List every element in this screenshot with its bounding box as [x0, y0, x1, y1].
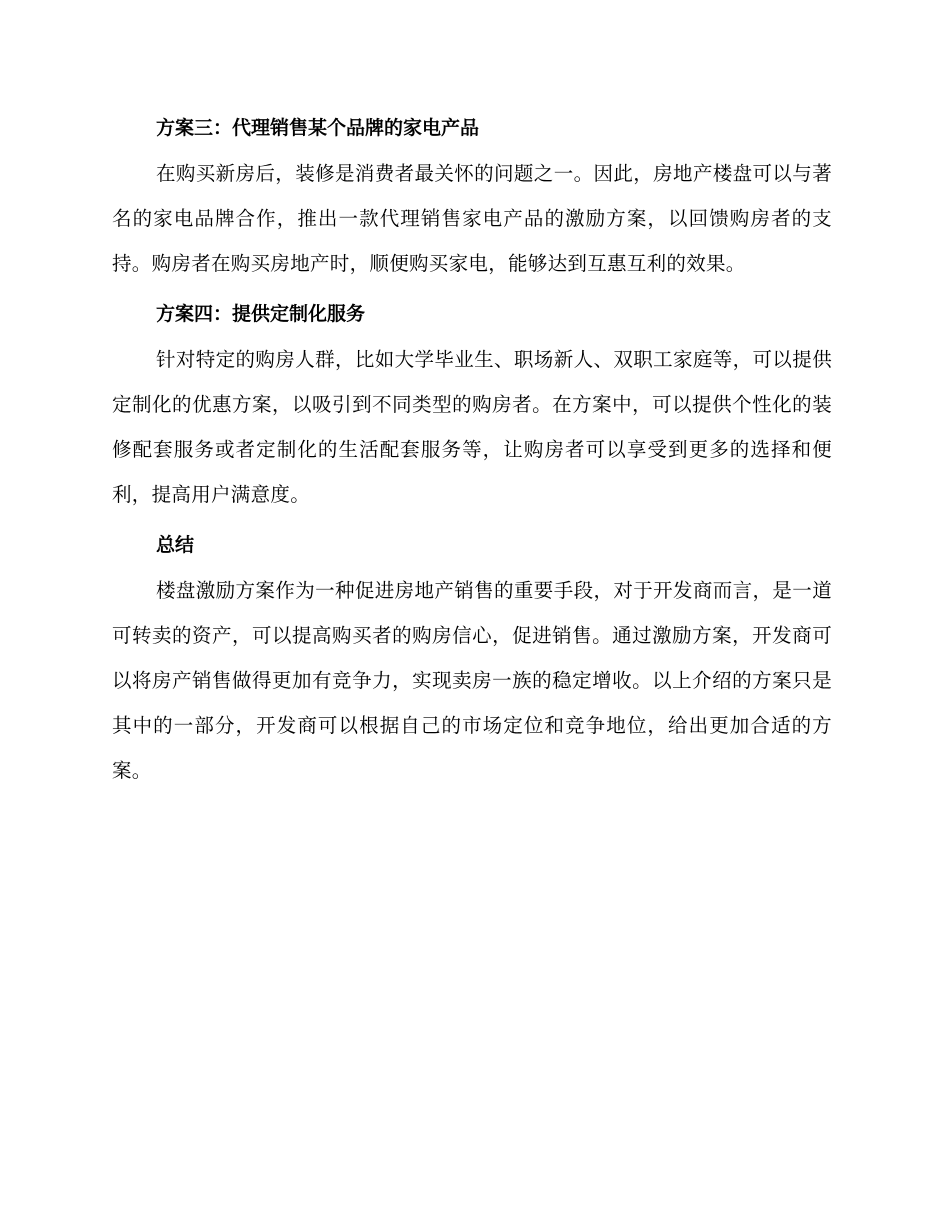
section-heading: 方案三：代理销售某个品牌的家电产品 — [156, 117, 480, 139]
section-heading: 方案四：提供定制化服务 — [156, 303, 366, 325]
document-page — [112, 112, 832, 793]
section-plan-four — [112, 298, 832, 517]
section-heading: 总结 — [156, 534, 195, 556]
section-summary — [112, 529, 832, 793]
section-paragraph: 楼盘激励方案作为一种促进房地产销售的重要手段，对于开发商而言，是一道可转卖的资产，可以提高购买者的购房信心，促进销售。通过激励方案，开发商可以将房产销售做得更加有竞争力，实现卖房一族的稳定增收。以上介绍的方案只是其中的一部分，开发商可以根据自己的市场定位和竞争地位，给出更加合适的方案。 — [112, 579, 832, 782]
section-paragraph: 针对特定的购房人群，比如大学毕业生、职场新人、双职工家庭等，可以提供定制化的优惠方案，以吸引到不同类型的购房者。在方案中，可以提供个性化的装修配套服务或者定制化的生活配套服务等，让购房者可以享受到更多的选择和便利，提高用户满意度。 — [112, 348, 832, 506]
section-plan-three — [112, 112, 832, 286]
section-paragraph: 在购买新房后，装修是消费者最关怀的问题之一。因此，房地产楼盘可以与著名的家电品牌合作，推出一款代理销售家电产品的激励方案，以回馈购房者的支持。购房者在购买房地产时，顺便购买家电，能够达到互惠互利的效果。 — [112, 162, 832, 275]
